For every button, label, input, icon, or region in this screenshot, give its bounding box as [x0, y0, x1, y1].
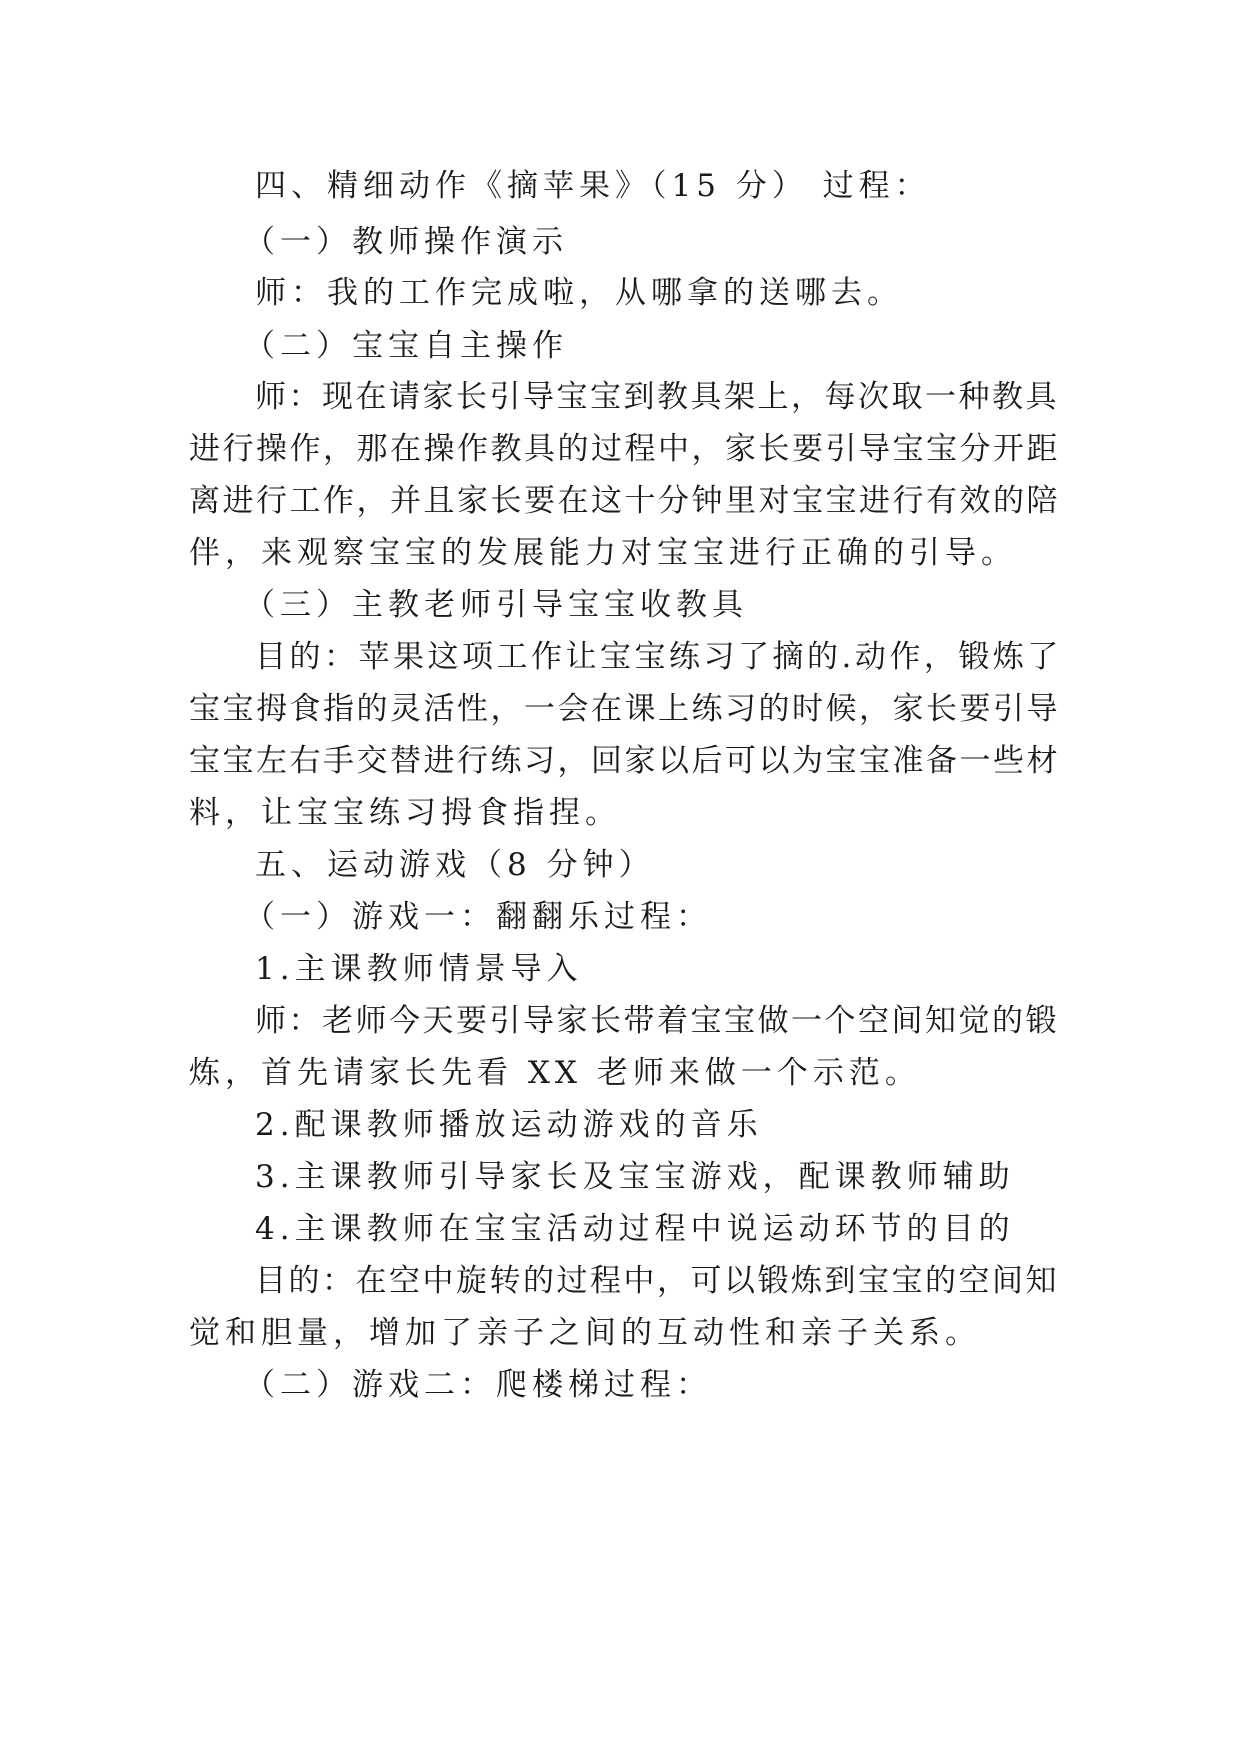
list-item: 1.主课教师情景导入 — [255, 951, 583, 987]
section-heading-fine-motor: 四、精细动作《摘苹果》（15 分） 过程： — [255, 168, 931, 204]
paragraph-line: 宝宝左右手交替进行练习，回家以后可以为宝宝准备一些材 — [189, 743, 1060, 779]
paragraph-line: 目的：苹果这项工作让宝宝练习了摘的.动作，锻炼了 — [255, 639, 1062, 675]
subheading-clean-up: （三）主教老师引导宝宝收教具 — [244, 587, 748, 623]
list-item: 4.主课教师在宝宝活动过程中说运动环节的目的 — [255, 1211, 1015, 1247]
paragraph-line: 进行操作，那在操作教具的过程中，家长要引导宝宝分开距 — [189, 431, 1060, 467]
paragraph-line: 师：我的工作完成啦，从哪拿的送哪去。 — [255, 275, 903, 311]
subheading-teacher-demo: （一）教师操作演示 — [244, 224, 568, 260]
paragraph-line: 炼，首先请家长先看 XX 老师来做一个示范。 — [189, 1055, 921, 1091]
list-item: 3.主课教师引导家长及宝宝游戏，配课教师辅助 — [255, 1159, 1015, 1195]
paragraph-line: 离进行工作，并且家长要在这十分钟里对宝宝进行有效的陪 — [189, 483, 1060, 519]
section-heading-motor-games: 五、运动游戏（8 分钟） — [255, 847, 655, 883]
subheading-game-one: （一）游戏一：翻翻乐过程： — [244, 899, 712, 935]
paragraph-line: 师：老师今天要引导家长带着宝宝做一个空间知觉的锻 — [255, 1003, 1059, 1039]
list-item: 2.配课教师播放运动游戏的音乐 — [255, 1107, 763, 1143]
paragraph-line: 料，让宝宝练习拇食指捏。 — [189, 795, 621, 831]
paragraph-line: 宝宝拇食指的灵活性，一会在课上练习的时候，家长要引导 — [189, 691, 1060, 727]
subheading-game-two: （二）游戏二：爬楼梯过程： — [244, 1367, 712, 1403]
paragraph-line: 伴，来观察宝宝的发展能力对宝宝进行正确的引导。 — [189, 535, 1017, 571]
paragraph-line: 师：现在请家长引导宝宝到教具架上，每次取一种教具 — [255, 379, 1059, 415]
subheading-baby-operation: （二）宝宝自主操作 — [244, 328, 568, 364]
paragraph-line: 目的：在空中旋转的过程中，可以锻炼到宝宝的空间知 — [255, 1263, 1059, 1299]
paragraph-line: 觉和胆量，增加了亲子之间的互动性和亲子关系。 — [189, 1315, 981, 1351]
